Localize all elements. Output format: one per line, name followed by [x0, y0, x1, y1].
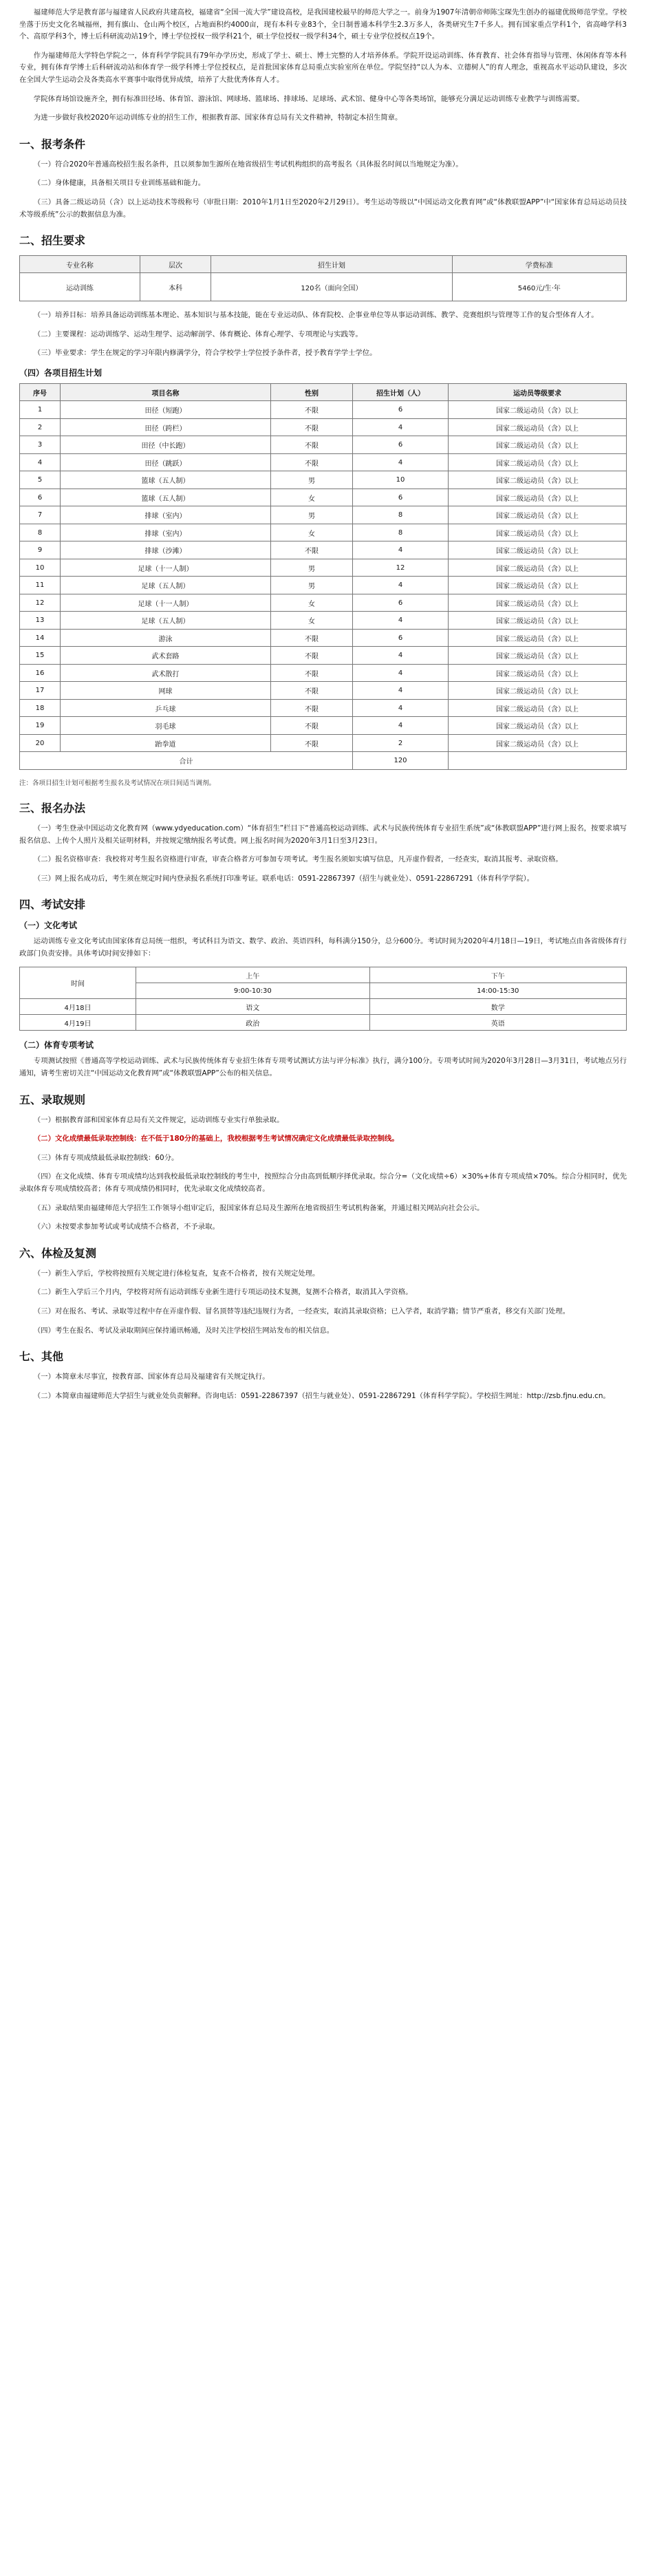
table-cell: 国家二级运动员（含）以上	[449, 594, 627, 612]
condition-item: （三）具备二级运动员（含）以上运动技术等级称号（审批日期：2010年1月1日至2020年2月29日）。考生运动等级以“中国运动文化教育网”或“体教联盟APP”中“国家体育总局运动员技术等级系统”公示的数据信息为准。	[19, 197, 627, 219]
table-cell: 国家二级运动员（含）以上	[449, 629, 627, 647]
table-cell: 4	[353, 664, 449, 682]
section-title: 四、考试安排	[19, 898, 86, 912]
review-paragraph: （一）新生入学后，学校将按照有关规定进行体检复查，复查不合格者，按有关规定处理。	[33, 1269, 320, 1278]
table-cell: 国家二级运动员（含）以上	[449, 453, 627, 471]
table-row	[20, 506, 627, 524]
table-cell: 足球（五人制）	[61, 612, 271, 630]
table-cell: 19	[20, 717, 61, 735]
table-cell: 8	[20, 524, 61, 541]
review-paragraph: （二）新生入学后三个月内，学校将对所有运动训练专业新生进行专项运动技术复测，复测不合格者，取消其入学资格。	[33, 1288, 413, 1297]
table-row	[20, 717, 627, 735]
table-total-row	[20, 752, 627, 770]
table-cell: 不限	[271, 453, 353, 471]
table-header-cell: 运动员等级要求	[449, 383, 627, 401]
table-cell: 国家二级运动员（含）以上	[449, 559, 627, 577]
table-cell: 9:00-10:30	[136, 983, 370, 999]
table-cell: 18	[20, 699, 61, 717]
table-cell: 4	[353, 717, 449, 735]
table-cell: 2	[353, 734, 449, 752]
condition-item: （一）符合2020年普通高校招生报名条件，且以须参加生源所在地省级招生考试机构组织的高考报名（具体报名时间以当地规定为准）。	[33, 160, 463, 169]
intro-paragraph: 作为福建师范大学特色学院之一，体育科学学院具有79年办学历史，形成了学士、硕士、博士完整的人才培养体系。学院开设运动训练、体育教育、社会体育指导与管理、休闲体育等本科专业，拥有体育学博士后科研流动站和体育学一级学科博士学位授权点，是首批国家体育总局重点实验室所在单位。学院坚持“以人为本、立德树人”的育人理念，重视高水平运动队建设，多次在全国大学生运动会及各类高水平赛事中取得优异成绩，培养了大批优秀体育人才。	[19, 51, 627, 84]
table-header-cell: 专业名称	[20, 256, 140, 273]
other-paragraph: （一）本简章未尽事宜，按教育部、国家体育总局及福建省有关规定执行。	[33, 1373, 270, 1382]
exam-paragraph: 运动训练专业文化考试由国家体育总局统一组织，考试科目为语文、数学、政治、英语四科，每科满分150分，总分600分。考试时间为2020年4月18日—19日，考试地点由各省级体育行政部门负责安排。具体考试时间安排如下：	[19, 937, 627, 958]
total-value-cell: 120	[353, 752, 449, 770]
table-cell: 4	[353, 418, 449, 436]
table-cell: 4月18日	[20, 999, 136, 1015]
table-cell: 不限	[271, 699, 353, 717]
table-cell: 语文	[136, 999, 370, 1015]
table-cell: 不限	[271, 682, 353, 700]
table-row	[20, 682, 627, 700]
section-title: 五、录取规则	[19, 1093, 86, 1106]
table-cell: 11	[20, 577, 61, 594]
intro-paragraph: 福建师范大学是教育部与福建省人民政府共建高校，福建省“全国一流大学”建设高校，是我国建校最早的师范大学之一。前身为1907年清朝帝师陈宝琛先生创办的福建优级师范学堂。学校坐落于历史文化名城福州，拥有旗山、仓山两个校区，占地面积约4000亩，现有本科专业83个，全日制普通本科学生2.3万多人，各类研究生7千多人。拥有国家重点学科1个，省高峰学科3个、高原学科3个，博士后科研流动站19个，博士学位授权一级学科21个，硕士学位授权一级学科34个，硕士专业学位授权点19个。	[19, 8, 627, 41]
table-row	[20, 541, 627, 559]
table-cell: 1	[20, 401, 61, 419]
table-header-cell: 招生计划（人）	[353, 383, 449, 401]
table-cell: 国家二级运动员（含）以上	[449, 418, 627, 436]
table-row	[20, 699, 627, 717]
table-row	[20, 524, 627, 541]
table-header-row	[20, 383, 627, 401]
table-header-cell: 招生计划	[211, 256, 452, 273]
table-cell: 国家二级运动员（含）以上	[449, 647, 627, 665]
table-header-cell: 上午	[136, 967, 370, 983]
table-header-row	[20, 256, 627, 273]
admission-paragraph: （五）录取结果由福建师范大学招生工作领导小组审定后，报国家体育总局及生源所在地省级招生考试机构备案，并通过相关网站向社会公示。	[33, 1203, 484, 1212]
table-cell: 女	[271, 612, 353, 630]
table-cell: 田径（短跑）	[61, 401, 271, 419]
table-header-cell: 性别	[271, 383, 353, 401]
program-paragraph: （二）主要课程：运动训练学、运动生理学、运动解剖学、体育概论、体育心理学、专项理论与实践等。	[33, 330, 363, 339]
table-cell: 国家二级运动员（含）以上	[449, 612, 627, 630]
program-paragraph: （三）毕业要求：学生在规定的学习年限内修满学分，符合学校学士学位授予条件者，授予教育学学士学位。	[33, 349, 377, 358]
table-note: 注：各项目招生计划可根据考生报名及考试情况在项目间适当调剂。	[19, 779, 216, 787]
table-cell: 不限	[271, 717, 353, 735]
table-header-cell: 学费标准	[452, 256, 626, 273]
review-paragraph: （四）考生在报名、考试及录取期间应保持通讯畅通，及时关注学校招生网站发布的相关信息。	[33, 1326, 334, 1335]
table-cell: 篮球（五人制）	[61, 471, 271, 489]
table-cell: 不限	[271, 734, 353, 752]
table-cell: 武术散打	[61, 664, 271, 682]
table-cell: 13	[20, 612, 61, 630]
subsection-title: （二）体育专项考试	[19, 1040, 94, 1051]
table-cell: 8	[353, 524, 449, 541]
admission-paragraph: （一）根据教育部和国家体育总局有关文件规定，运动训练专业实行单独录取。	[33, 1115, 284, 1124]
table-cell: 6	[353, 401, 449, 419]
intro-paragraph: 为进一步做好我校2020年运动训练专业的招生工作，根据教育部、国家体育总局有关文件精神，特制定本招生简章。	[33, 114, 402, 122]
table-row	[20, 734, 627, 752]
table-cell: 游泳	[61, 629, 271, 647]
section-title: 三、报名办法	[19, 801, 86, 815]
enrollment-plan-table	[19, 255, 627, 301]
table-cell: 武术套路	[61, 647, 271, 665]
program-paragraph: （一）培养目标：培养具备运动训练基本理论、基本知识与基本技能，能在专业运动队、体育院校、企事业单位等从事运动训练、教学、竞赛组织与管理等工作的复合型体育人才。	[33, 311, 599, 320]
table-row	[20, 471, 627, 489]
table-cell: 数学	[369, 999, 626, 1015]
table-cell: 6	[353, 436, 449, 454]
exam-paragraph: 专项测试按照《普通高等学校运动训练、武术与民族传统体育专业招生体育专项考试测试方法与评分标准》执行，满分100分。专项考试时间为2020年3月28日—3月31日，考试地点另行通知，请考生密切关注“中国运动文化教育网”或“体教联盟APP”公布的相关信息。	[19, 1057, 627, 1078]
table-cell: 6	[353, 489, 449, 506]
table-cell: 女	[271, 524, 353, 541]
table-row	[20, 453, 627, 471]
table-cell: 不限	[271, 541, 353, 559]
table-cell: 男	[271, 471, 353, 489]
table-cell: 6	[353, 594, 449, 612]
table-row	[20, 647, 627, 665]
table-cell: 政治	[136, 1015, 370, 1031]
table-cell: 网球	[61, 682, 271, 700]
table-cell: 乒乓球	[61, 699, 271, 717]
table-cell: 15	[20, 647, 61, 665]
table-cell: 不限	[271, 629, 353, 647]
table-cell: 国家二级运动员（含）以上	[449, 401, 627, 419]
table-cell: 国家二级运动员（含）以上	[449, 577, 627, 594]
table-cell: 4	[20, 453, 61, 471]
subsection-title: （一）文化考试	[19, 921, 78, 931]
table-cell: 20	[20, 734, 61, 752]
other-paragraph: （二）本简章由福建师范大学招生与就业处负责解释。咨询电话：0591-22867397（招生与就业处）、0591-22867291（体育科学学院）。学校招生网址：http://zsb.fjnu.edu.cn。	[33, 1391, 610, 1400]
table-cell: 女	[271, 489, 353, 506]
condition-item: （二）身体健康，具备相关项目专业训练基础和能力。	[33, 179, 206, 188]
table-header-cell: 时间	[20, 967, 136, 999]
table-row	[20, 559, 627, 577]
table-row	[20, 594, 627, 612]
table-cell: 6	[20, 489, 61, 506]
table-cell: 4	[353, 612, 449, 630]
table-cell: 国家二级运动员（含）以上	[449, 489, 627, 506]
table-cell: 国家二级运动员（含）以上	[449, 717, 627, 735]
table-cell: 不限	[271, 401, 353, 419]
table-cell: 男	[271, 506, 353, 524]
table-cell: 男	[271, 559, 353, 577]
table-cell: 排球（室内）	[61, 506, 271, 524]
table-cell: 足球（十一人制）	[61, 594, 271, 612]
table-cell: 3	[20, 436, 61, 454]
table-cell: 羽毛球	[61, 717, 271, 735]
sports-table-body	[20, 383, 627, 769]
section-title: 一、报考条件	[19, 137, 86, 151]
table-cell: 7	[20, 506, 61, 524]
table-cell: 国家二级运动员（含）以上	[449, 664, 627, 682]
table-cell: 女	[271, 594, 353, 612]
table-cell: 14	[20, 629, 61, 647]
table-cell: 男	[271, 577, 353, 594]
table-cell: 国家二级运动员（含）以上	[449, 541, 627, 559]
table-row	[20, 1015, 627, 1031]
table-cell: 国家二级运动员（含）以上	[449, 436, 627, 454]
table-cell: 4月19日	[20, 1015, 136, 1031]
table-cell: 英语	[369, 1015, 626, 1031]
table-cell: 2	[20, 418, 61, 436]
table-cell: 4	[353, 682, 449, 700]
table-cell: 8	[353, 506, 449, 524]
registration-paragraph: （二）报名资格审查：我校将对考生报名资格进行审查，审查合格者方可参加专项考试。考生报名须如实填写信息，凡弄虚作假者，一经查实，取消其报考、录取资格。	[33, 855, 563, 864]
table-cell: 田径（中长跑）	[61, 436, 271, 454]
table-cell: 跆拳道	[61, 734, 271, 752]
table-cell: 不限	[271, 418, 353, 436]
table-cell: 10	[353, 471, 449, 489]
table-cell: 6	[353, 629, 449, 647]
table-row	[20, 612, 627, 630]
table-cell: 12	[353, 559, 449, 577]
admission-paragraph-highlight: （二）文化成绩最低录取控制线：在不低于180分的基础上，我校根据考生考试情况确定文化成绩最低录取控制线。	[33, 1135, 399, 1144]
section-title: 六、体检及复测	[19, 1246, 97, 1260]
table-header-cell: 层次	[140, 256, 211, 273]
table-cell: 10	[20, 559, 61, 577]
table-header-cell: 项目名称	[61, 383, 271, 401]
table-header-cell: 序号	[20, 383, 61, 401]
table-cell: 排球（室内）	[61, 524, 271, 541]
table-cell: 4	[353, 647, 449, 665]
review-paragraph: （三）对在报名、考试、录取等过程中存在弄虚作假、冒名顶替等违纪违规行为者，一经查实，取消其录取资格；已入学者，取消学籍；情节严重者，移交有关部门处理。	[33, 1307, 570, 1316]
sports-plan-table	[19, 383, 627, 770]
table-row	[20, 436, 627, 454]
table-row	[20, 629, 627, 647]
exam-schedule-table	[19, 967, 627, 1031]
table-cell: 4	[353, 453, 449, 471]
table-row	[20, 273, 627, 301]
subsection-title: （四）各项目招生计划	[19, 367, 103, 378]
table-cell: 排球（沙滩）	[61, 541, 271, 559]
table-cell: 运动训练	[20, 273, 140, 301]
admission-paragraph: （四）在文化成绩、体育专项成绩均达到我校最低录取控制线的考生中，按照综合分由高到低顺序择优录取。综合分=（文化成绩÷6）×30%+体育专项成绩×70%。综合分相同时，优先录取体育专项成绩较高者；体育专项成绩仍相同时，优先录取文化成绩较高者。	[19, 1172, 627, 1194]
table-cell: 国家二级运动员（含）以上	[449, 682, 627, 700]
admission-paragraph: （六）未按要求参加考试或考试成绩不合格者，不予录取。	[33, 1223, 219, 1232]
table-header-cell: 下午	[369, 967, 626, 983]
table-cell: 不限	[271, 436, 353, 454]
table-row	[20, 664, 627, 682]
table-cell: 14:00-15:30	[369, 983, 626, 999]
intro-paragraph: 学院体育场馆设施齐全，拥有标准田径场、体育馆、游泳馆、网球场、篮球场、排球场、足球场、武术馆、健身中心等各类场馆，能够充分满足运动训练专业教学与训练需要。	[33, 94, 584, 103]
table-cell: 国家二级运动员（含）以上	[449, 524, 627, 541]
table-row	[20, 418, 627, 436]
section-title: 二、招生要求	[19, 234, 86, 248]
table-cell: 4	[353, 541, 449, 559]
table-cell: 4	[353, 577, 449, 594]
table-cell: 本科	[140, 273, 211, 301]
table-cell: 5460元/生·年	[452, 273, 626, 301]
table-cell: 不限	[271, 664, 353, 682]
total-label-cell: 合计	[20, 752, 353, 770]
table-cell: 12	[20, 594, 61, 612]
table-cell: 4	[353, 699, 449, 717]
table-cell: 田径（跨栏）	[61, 418, 271, 436]
table-cell: 国家二级运动员（含）以上	[449, 734, 627, 752]
table-cell: 不限	[271, 647, 353, 665]
table-cell: 田径（跳跃）	[61, 453, 271, 471]
registration-paragraph: （三）网上报名成功后，考生须在规定时间内登录报名系统打印准考证。联系电话：0591-22867397（招生与就业处）、0591-22867291（体育科学学院）。	[33, 874, 535, 883]
table-cell: 国家二级运动员（含）以上	[449, 471, 627, 489]
table-cell: 国家二级运动员（含）以上	[449, 699, 627, 717]
table-cell: 篮球（五人制）	[61, 489, 271, 506]
table-cell	[449, 752, 627, 770]
table-row	[20, 489, 627, 506]
table-header-row	[20, 967, 627, 983]
table-cell: 120名（面向全国）	[211, 273, 452, 301]
table-row	[20, 401, 627, 419]
table-row	[20, 577, 627, 594]
table-cell: 16	[20, 664, 61, 682]
table-cell: 9	[20, 541, 61, 559]
table-cell: 国家二级运动员（含）以上	[449, 506, 627, 524]
table-cell: 足球（五人制）	[61, 577, 271, 594]
table-cell: 足球（十一人制）	[61, 559, 271, 577]
section-title: 七、其他	[19, 1350, 64, 1364]
table-cell: 17	[20, 682, 61, 700]
table-cell: 5	[20, 471, 61, 489]
registration-paragraph: （一）考生登录中国运动文化教育网（www.ydyeducation.com）“体育招生”栏目下“普通高校运动训练、武术与民族传统体育专业招生系统”或“体教联盟APP”进行网上报名，按要求填写报名信息、上传个人照片及相关证明材料，并按规定缴纳报名考试费。网上报名时间为2020年3月1日至3月23日。	[19, 824, 627, 845]
table-row	[20, 999, 627, 1015]
admission-paragraph: （三）体育专项成绩最低录取控制线：60分。	[33, 1153, 179, 1162]
